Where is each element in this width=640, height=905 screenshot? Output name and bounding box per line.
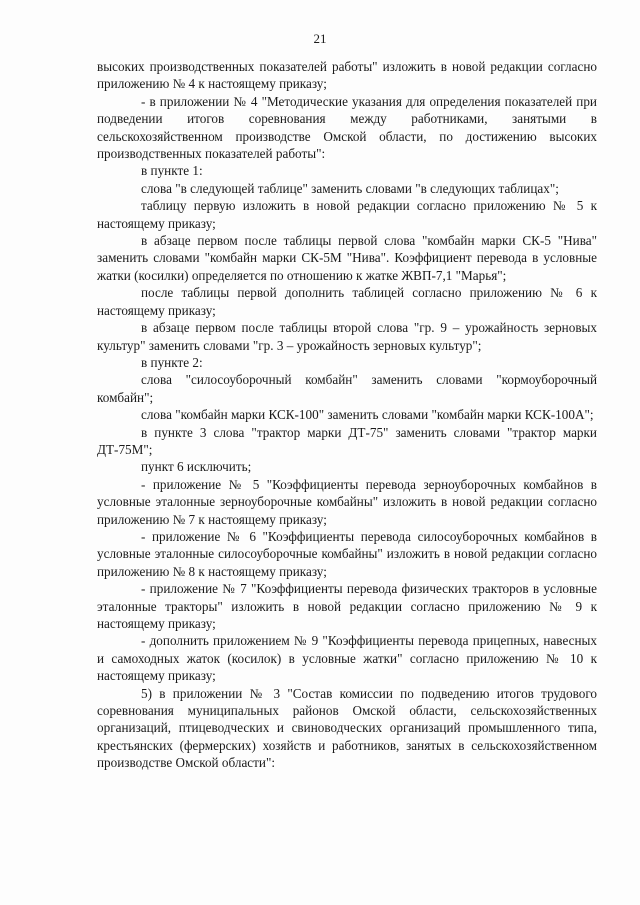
paragraph: - приложение № 7 "Коэффициенты перевода физических тракторов в условные эталонные тракторы" изложить в новой редакции согласно приложению № 9 к настоящему приказу;: [97, 581, 597, 631]
paragraph: в пункте 1:: [141, 163, 203, 179]
paragraph: - дополнить приложением № 9 "Коэффициенты перевода прицепных, навесных и самоходных жаток (косилок) в условные жатки" согласно приложению № 10 к настоящему приказу;: [97, 633, 597, 684]
page-number: 21: [313, 31, 327, 46]
paragraph: - приложение № 6 "Коэффициенты перевода силосоуборочных комбайнов в условные эталонные силосоуборочные комбайны" изложить в новой редакции согласно приложению № 8 к настоящему приказу;: [97, 528, 597, 579]
paragraph: пункт 6 исключить;: [141, 459, 252, 475]
document-body: [97, 58, 597, 772]
paragraph: после таблицы первой дополнить таблицей согласно приложению № 6 к настоящему приказу;: [97, 285, 597, 318]
paragraph: слова "в следующей таблице" заменить словами "в следующих таблицах";: [141, 180, 559, 196]
paragraph: в абзаце первом после таблицы первой слова "комбайн марки СК-5 "Нива" заменить словами "комбайн марки СК-5М "Нива". Коэффициент перевода в условные жатки (косилки) определяется по отношению к жатке ЖВП-7,1 "Марья";: [97, 233, 597, 283]
paragraph: - в приложении № 4 "Методические указания для определения показателей при подведении итогов соревнования между работниками, занятыми в сельскохозяйственном производстве Омской области, по достижению высоких производственных показателей работы":: [97, 93, 597, 162]
paragraph: 5) в приложении № 3 "Состав комиссии по подведению итогов трудового соревнования муниципальных районов Омской области, сельскохозяйственных организаций, птицеводческих и свиноводческих организаций промышленного типа, крестьянских (фермерских) хозяйств и работников, занятых в сельскохозяйственном производстве Омской области":: [97, 685, 597, 771]
paragraph: - приложение № 5 "Коэффициенты перевода зерноуборочных комбайнов в условные эталонные зерноуборочные комбайны" изложить в новой редакции согласно приложению № 7 к настоящему приказу;: [97, 476, 597, 527]
paragraph: таблицу первую изложить в новой редакции согласно приложению № 5 к настоящему приказу;: [97, 198, 597, 231]
paragraph: высоких производственных показателей работы" изложить в новой редакции согласно приложению № 4 к настоящему приказу;: [97, 59, 597, 92]
paragraph: в пункте 2:: [141, 354, 203, 370]
paragraph: в пункте 3 слова "трактор марки ДТ-75" заменить словами "трактор марки ДТ-75М";: [97, 424, 597, 457]
paragraph: в абзаце первом после таблицы второй слова "гр. 9 – урожайность зерновых культур" заменить словами "гр. 3 – урожайность зерновых культур";: [97, 320, 597, 353]
paragraph: слова "силосоуборочный комбайн" заменить словами "кормоуборочный комбайн";: [97, 372, 597, 405]
paragraph: слова "комбайн марки КСК-100" заменить словами "комбайн марки КСК-100А";: [141, 407, 594, 423]
